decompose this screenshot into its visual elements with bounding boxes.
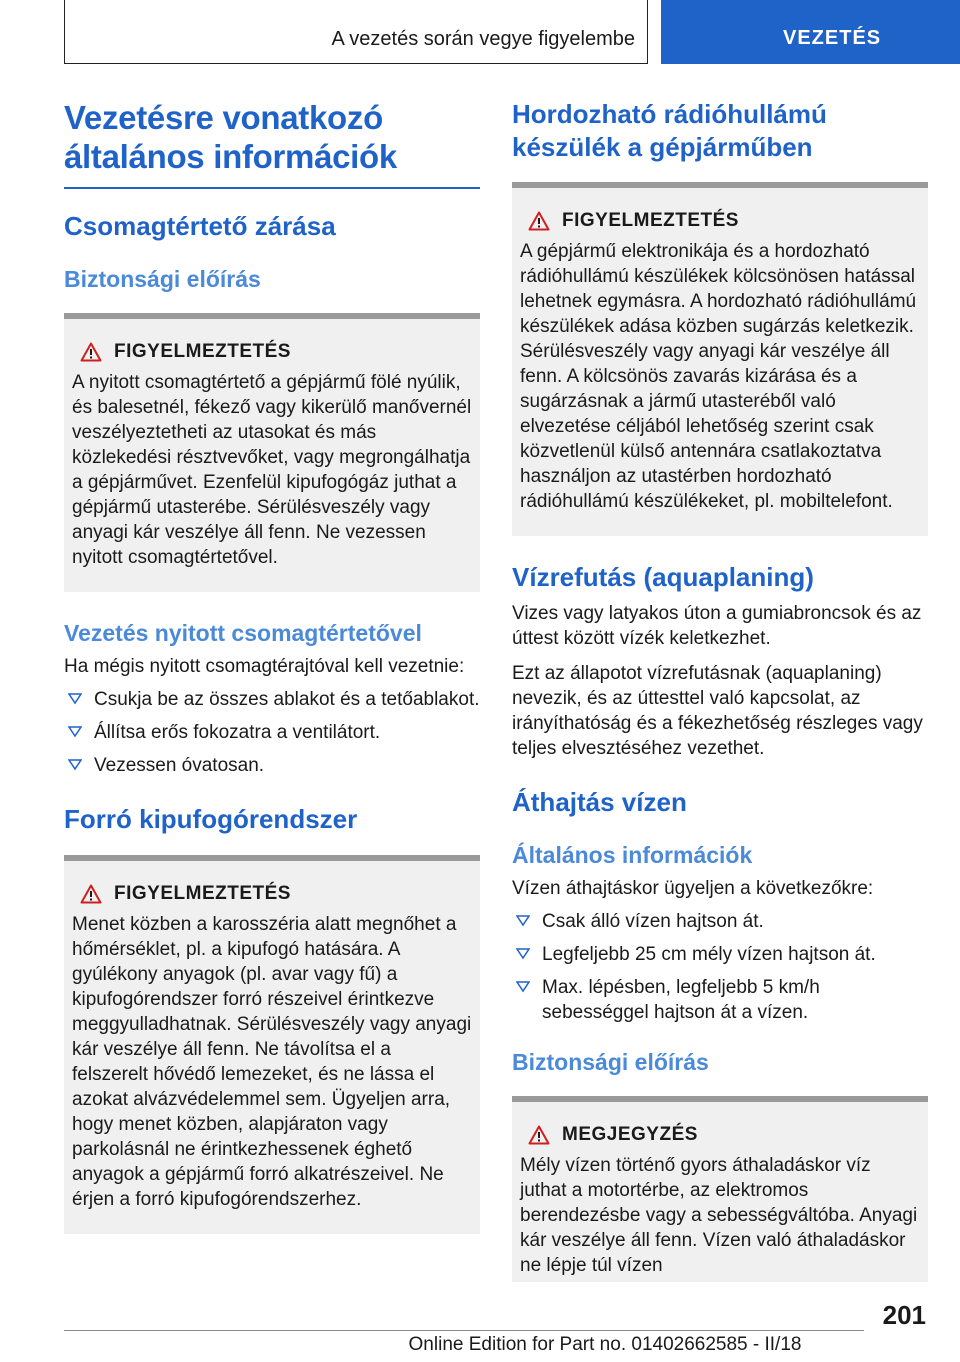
- note-title: MEGJEGYZÉS: [520, 1124, 920, 1146]
- warning-title: FIGYELMEZTETÉS: [72, 341, 472, 363]
- warning-triangle-icon: [528, 1125, 550, 1145]
- triangle-bullet-icon: [68, 757, 82, 771]
- heading-open-trunk: Vezetés nyitott csomagtértetővel: [64, 620, 422, 646]
- water-crossing-steps: [512, 909, 928, 1025]
- warning-box: [64, 855, 480, 1234]
- aquaplaning-paragraph-2: Ezt az állapotot vízrefutásnak (aquaplaning) nevezik, és az úttesttel való kapcsolat, az irányíthatóság és a fékezhetőség részleges vagy teljes elvesztéséhez vezethet.: [512, 663, 923, 759]
- triangle-bullet-icon: [516, 979, 530, 993]
- water-crossing-intro: Vízen áthajtáskor ügyeljen a következőkre:: [512, 878, 874, 899]
- warning-text: A gépjármű elektronikája és a hordozható rádióhullámú készülékek kölcsönösen hatással lehetnek egymásra. A hordozható rádióhullámú készülékek adása közben sugárzás keletkezik. Sérülésveszély vagy anyagi kár veszélye áll fenn. A kölcsönös zavarás kizárása és a sugárzásnak a jármű utasteréből való elvezetése céljából lehetőség szerint csak közvetlenül külső antennára csatlakoztatva használjon az utastérben hordozható rádióhullámú készülékeket, pl. mobiltelefont.: [520, 241, 917, 512]
- open-trunk-intro: Ha mégis nyitott csomagtérajtóval kell vezetnie:: [64, 656, 465, 677]
- heading-general-info: Általános információk: [512, 842, 753, 868]
- right-column: [512, 98, 928, 1282]
- heading-safety: Biztonsági előírás: [64, 266, 261, 292]
- list-item: Max. lépésben, legfeljebb 5 km/h sebességgel hajtson át a vízen.: [512, 975, 928, 1025]
- footer-divider: [64, 1330, 864, 1331]
- heading-trunk-closing: Csomagtértető zárása: [64, 211, 336, 241]
- main-title: Vezetésre vonatkozó általános információk: [64, 99, 397, 175]
- list-item: Csak álló vízen hajtson át.: [512, 909, 928, 934]
- note-text: Mély vízen történő gyors áthaladáskor víz juthat a motortérbe, az elektromos berendezésbe vagy a sebességváltóba. Anyagi kár veszélye áll fenn. Vízen való áthaladáskor ne lépje túl vízen: [520, 1155, 918, 1276]
- warning-triangle-icon: [528, 211, 550, 231]
- note-box: [512, 1096, 928, 1282]
- heading-safety: Biztonsági előírás: [512, 1049, 709, 1075]
- edition-footer: Online Edition for Part no. 01402662585 - II/18: [408, 1334, 802, 1355]
- list-item: Állítsa erős fokozatra a ventilátort.: [64, 720, 480, 745]
- triangle-bullet-icon: [516, 913, 530, 927]
- warning-box: [512, 182, 928, 536]
- running-header: [64, 0, 648, 64]
- heading-water-crossing: Áthajtás vízen: [512, 787, 687, 817]
- triangle-bullet-icon: [516, 946, 530, 960]
- list-item: Legfeljebb 25 cm mély vízen hajtson át.: [512, 942, 928, 967]
- warning-text: A nyitott csomagtértető a gépjármű fölé nyúlik, és balesetnél, fékező vagy kikerülő manővernél veszélyeztetheti az utasokat és más közlekedési résztvevőket, vagy megrongálhatja a gépjárművet. Ezenfelül kipufogógáz juthat a gépjármű utasterébe. Sérülésveszély vagy anyagi kár veszélye áll fenn. Ne vezessen nyitott csomagtértetővel.: [72, 372, 472, 568]
- heading-hot-exhaust: Forró kipufogórendszer: [64, 804, 358, 834]
- warning-title: FIGYELMEZTETÉS: [72, 883, 472, 905]
- triangle-bullet-icon: [68, 691, 82, 705]
- chapter-tab[interactable]: [661, 0, 960, 64]
- left-column: [64, 98, 480, 1234]
- title-divider: [64, 187, 480, 189]
- chapter-label: VEZETÉS: [783, 27, 882, 49]
- warning-triangle-icon: [80, 884, 102, 904]
- list-item: Csukja be az összes ablakot és a tetőablakot.: [64, 687, 480, 712]
- warning-text: Menet közben a karosszéria alatt megnőhet a hőmérséklet, pl. a kipufogó hatására. A gyúlékony anyagok (pl. avar vagy fű) a kipufogórendszer forró részeivel érintkezve meggyulladhatnak. Sérülésveszély vagy anyagi kár veszélye áll fenn. Ne távolítsa el a felszerelt hővédő lemezeket, és ne lássa el azokat alvázvédelemmel sem. Ügyeljen arra, hogy menet közben, alapjáraton vagy parkolásnál ne érintkezhessenek éghető anyagok a gépjármű forró alkatrészeivel. Ne érjen a forró kipufogórendszerhez.: [72, 914, 472, 1210]
- page-number: 201: [882, 1300, 926, 1330]
- warning-box: [64, 313, 480, 592]
- warning-triangle-icon: [80, 342, 102, 362]
- list-item: Vezessen óvatosan.: [64, 753, 480, 778]
- open-trunk-steps: [64, 687, 480, 778]
- aquaplaning-paragraph-1: Vizes vagy latyakos úton a gumiabroncsok és az úttest között vízék keletkezhet.: [512, 603, 922, 649]
- heading-portable-radio: Hordozható rádióhullámú készülék a gépjárműben: [512, 99, 827, 162]
- warning-title: FIGYELMEZTETÉS: [520, 210, 920, 232]
- section-title: A vezetés során vegye figyelembe: [331, 28, 635, 50]
- triangle-bullet-icon: [68, 724, 82, 738]
- heading-aquaplaning: Vízrefutás (aquaplaning): [512, 562, 814, 592]
